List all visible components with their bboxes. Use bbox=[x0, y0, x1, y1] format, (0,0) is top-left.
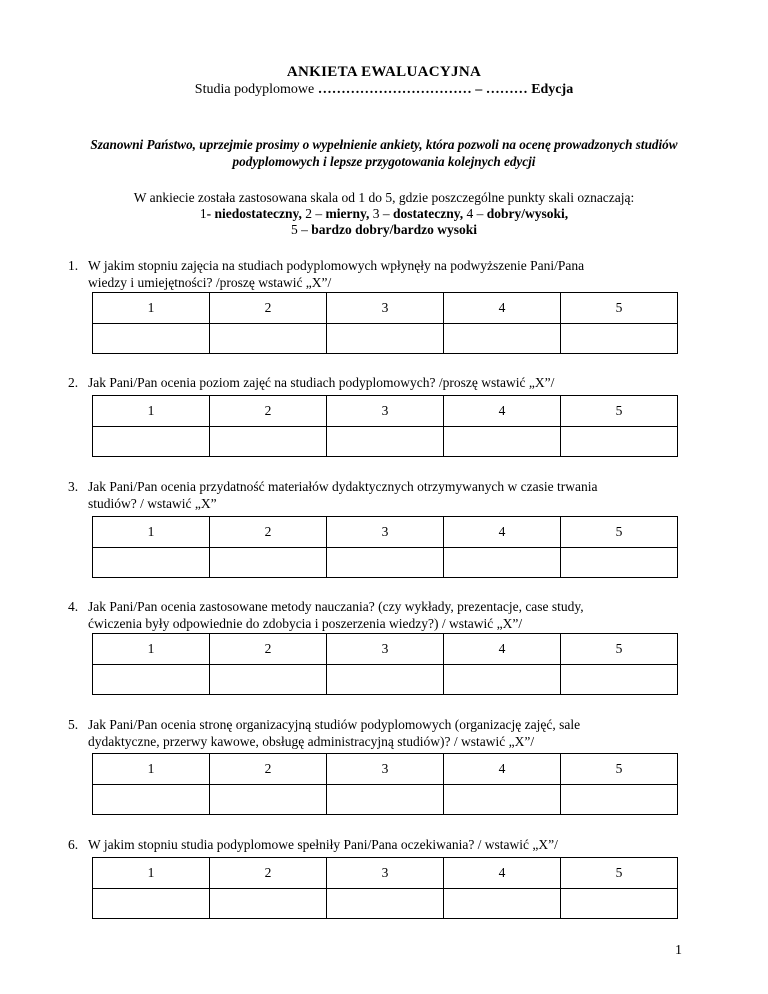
rating-label-1: 1 bbox=[93, 754, 210, 785]
rating-table-2 bbox=[92, 395, 678, 457]
rating-cell-3[interactable] bbox=[327, 665, 444, 695]
rating-table-3 bbox=[92, 516, 678, 578]
question-text-line-1: Jak Pani/Pan ocenia przydatność materiałów dydaktycznych otrzymywanych w czasie trwania bbox=[88, 479, 598, 494]
rating-label-4: 4 bbox=[444, 396, 561, 427]
rating-label-1: 1 bbox=[93, 858, 210, 889]
rating-cell-4[interactable] bbox=[444, 427, 561, 457]
question-3 bbox=[68, 478, 708, 512]
rating-header-row bbox=[93, 754, 678, 785]
scale-legend bbox=[70, 190, 698, 238]
scale-line-2 bbox=[70, 206, 698, 222]
scale-line-3 bbox=[70, 222, 698, 238]
question-5 bbox=[68, 716, 708, 750]
question-number: 3. bbox=[68, 479, 79, 494]
question-text-line-1: Jak Pani/Pan ocenia stronę organizacyjną studiów podyplomowych (organizację zajęć, sale bbox=[88, 717, 581, 732]
rating-label-2: 2 bbox=[210, 754, 327, 785]
rating-cell-2[interactable] bbox=[210, 785, 327, 815]
rating-cell-5[interactable] bbox=[561, 324, 678, 354]
question-number: 5. bbox=[68, 717, 79, 732]
rating-label-5: 5 bbox=[561, 517, 678, 548]
rating-label-4: 4 bbox=[444, 634, 561, 665]
rating-cell-1[interactable] bbox=[93, 324, 210, 354]
rating-table-5 bbox=[92, 753, 678, 815]
question-number: 6. bbox=[68, 837, 79, 852]
question-text-line-2: wiedzy i umiejętności? /proszę wstawić „X”/ bbox=[88, 275, 332, 290]
rating-label-2: 2 bbox=[210, 396, 327, 427]
rating-header-row bbox=[93, 858, 678, 889]
rating-table-1 bbox=[92, 292, 678, 354]
rating-label-3: 3 bbox=[327, 858, 444, 889]
rating-label-1: 1 bbox=[93, 396, 210, 427]
rating-cell-3[interactable] bbox=[327, 889, 444, 919]
rating-cell-1[interactable] bbox=[93, 785, 210, 815]
rating-label-2: 2 bbox=[210, 517, 327, 548]
rating-answer-row bbox=[93, 548, 678, 578]
rating-label-5: 5 bbox=[561, 396, 678, 427]
rating-cell-2[interactable] bbox=[210, 889, 327, 919]
rating-header-row bbox=[93, 517, 678, 548]
rating-cell-2[interactable] bbox=[210, 548, 327, 578]
scale-text: 2 – bbox=[301, 206, 323, 221]
rating-label-5: 5 bbox=[561, 634, 678, 665]
scale-label: bardzo dobry/bardzo wysoki bbox=[307, 222, 478, 237]
scale-label: - niedostateczny, bbox=[206, 206, 302, 221]
scale-text: 5 – bbox=[290, 222, 308, 237]
scale-text: 4 – bbox=[463, 206, 484, 221]
question-text-line-2: ćwiczenia były odpowiednie do zdobycia i poszerzenia wiedzy?) / wstawić „X”/ bbox=[88, 616, 523, 631]
rating-label-5: 5 bbox=[561, 754, 678, 785]
rating-cell-5[interactable] bbox=[561, 548, 678, 578]
rating-header-row bbox=[93, 634, 678, 665]
question-number: 1. bbox=[68, 258, 79, 273]
survey-title: ANKIETA EWALUACYJNA bbox=[286, 64, 482, 80]
rating-cell-2[interactable] bbox=[210, 324, 327, 354]
rating-cell-4[interactable] bbox=[444, 785, 561, 815]
question-text-line-2: dydaktyczne, przerwy kawowe, obsługę administracyjną studiów)? / wstawić „X”/ bbox=[88, 734, 535, 749]
survey-subtitle bbox=[0, 82, 768, 98]
rating-cell-1[interactable] bbox=[93, 889, 210, 919]
subtitle-prefix: Studia podyplomowe bbox=[194, 82, 315, 97]
rating-label-3: 3 bbox=[327, 634, 444, 665]
rating-header-row bbox=[93, 396, 678, 427]
scale-label: mierny, bbox=[322, 206, 370, 221]
rating-cell-4[interactable] bbox=[444, 889, 561, 919]
rating-answer-row bbox=[93, 324, 678, 354]
rating-cell-3[interactable] bbox=[327, 427, 444, 457]
rating-label-2: 2 bbox=[210, 858, 327, 889]
intro-text: Szanowni Państwo, uprzejmie prosimy o wypełnienie ankiety, która pozwoli na ocenę prowadzonych studiów podyplomowych i lepsze przygotowania kolejnych edycji bbox=[90, 137, 678, 169]
scale-text: 3 – bbox=[369, 206, 390, 221]
rating-cell-1[interactable] bbox=[93, 427, 210, 457]
rating-cell-1[interactable] bbox=[93, 665, 210, 695]
rating-answer-row bbox=[93, 785, 678, 815]
rating-label-4: 4 bbox=[444, 858, 561, 889]
rating-cell-5[interactable] bbox=[561, 785, 678, 815]
question-text-line-1: Jak Pani/Pan ocenia zastosowane metody nauczania? (czy wykłady, prezentacje, case study, bbox=[88, 599, 584, 614]
scale-label: dostateczny, bbox=[389, 206, 464, 221]
rating-header-row bbox=[93, 293, 678, 324]
rating-label-1: 1 bbox=[93, 517, 210, 548]
rating-label-4: 4 bbox=[444, 293, 561, 324]
rating-label-2: 2 bbox=[210, 634, 327, 665]
scale-line-1: W ankiecie została zastosowana skala od 1 do 5, gdzie poszczególne punkty skali oznaczają: bbox=[133, 190, 635, 205]
question-4 bbox=[68, 598, 708, 632]
rating-label-3: 3 bbox=[327, 293, 444, 324]
rating-cell-3[interactable] bbox=[327, 548, 444, 578]
rating-answer-row bbox=[93, 665, 678, 695]
rating-cell-4[interactable] bbox=[444, 665, 561, 695]
question-number: 4. bbox=[68, 599, 79, 614]
page-number: 1 bbox=[675, 943, 682, 958]
rating-cell-5[interactable] bbox=[561, 427, 678, 457]
rating-answer-row bbox=[93, 889, 678, 919]
rating-label-1: 1 bbox=[93, 634, 210, 665]
rating-cell-3[interactable] bbox=[327, 785, 444, 815]
question-2 bbox=[68, 374, 708, 391]
rating-cell-5[interactable] bbox=[561, 889, 678, 919]
rating-label-1: 1 bbox=[93, 293, 210, 324]
rating-label-3: 3 bbox=[327, 754, 444, 785]
rating-cell-3[interactable] bbox=[327, 324, 444, 354]
rating-cell-4[interactable] bbox=[444, 324, 561, 354]
question-6 bbox=[68, 836, 708, 853]
rating-label-2: 2 bbox=[210, 293, 327, 324]
question-text-line-1: W jakim stopniu studia podyplomowe spełniły Pani/Pana oczekiwania? / wstawić „X”/ bbox=[88, 837, 558, 852]
question-number: 2. bbox=[68, 375, 79, 390]
scale-label: dobry/wysoki, bbox=[483, 206, 569, 221]
subtitle-edition-blank: …………………………… – ……… Edycja bbox=[317, 82, 574, 97]
rating-cell-2[interactable] bbox=[210, 427, 327, 457]
rating-label-5: 5 bbox=[561, 858, 678, 889]
rating-label-3: 3 bbox=[327, 396, 444, 427]
rating-cell-4[interactable] bbox=[444, 548, 561, 578]
rating-label-4: 4 bbox=[444, 517, 561, 548]
scale-text: 1 bbox=[199, 206, 207, 221]
rating-answer-row bbox=[93, 427, 678, 457]
rating-table-6 bbox=[92, 857, 678, 919]
rating-label-5: 5 bbox=[561, 293, 678, 324]
rating-cell-5[interactable] bbox=[561, 665, 678, 695]
question-text-line-1: Jak Pani/Pan ocenia poziom zajęć na studiach podyplomowych? /proszę wstawić „X”/ bbox=[88, 375, 555, 390]
rating-label-4: 4 bbox=[444, 754, 561, 785]
question-1 bbox=[68, 257, 708, 291]
rating-label-3: 3 bbox=[327, 517, 444, 548]
question-text-line-1: W jakim stopniu zajęcia na studiach podyplomowych wpłynęły na podwyższenie Pani/Pana bbox=[88, 258, 585, 273]
rating-table-4 bbox=[92, 633, 678, 695]
question-text-line-2: studiów? / wstawić „X” bbox=[88, 496, 217, 511]
rating-cell-1[interactable] bbox=[93, 548, 210, 578]
rating-cell-2[interactable] bbox=[210, 665, 327, 695]
